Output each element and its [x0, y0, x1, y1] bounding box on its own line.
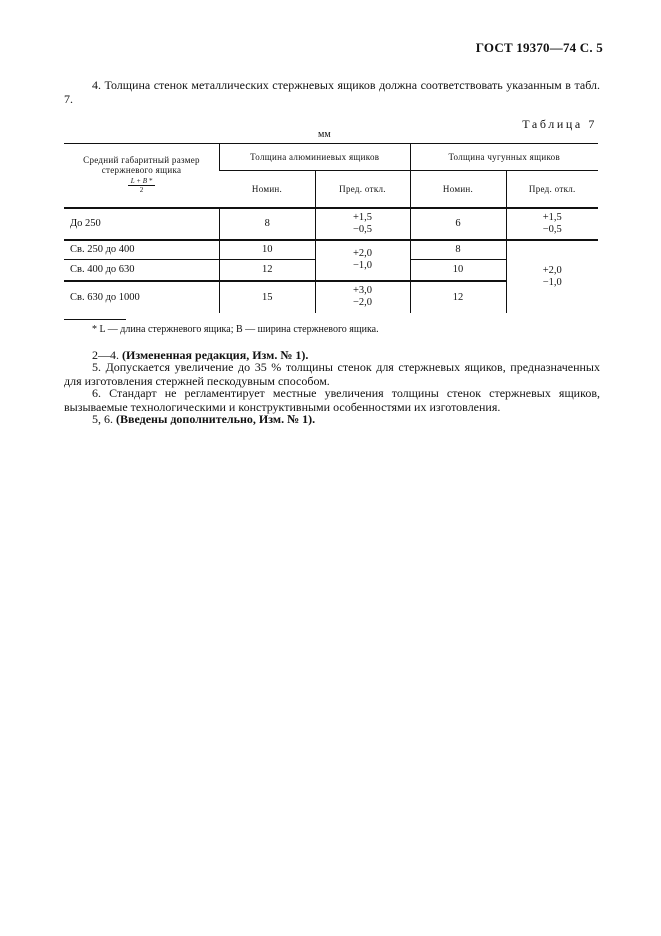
footnote-divider — [64, 319, 126, 320]
cast-nominal-cell: 12 — [410, 281, 506, 313]
al-deviation-merged-cell: +2,0 −1,0 — [315, 240, 410, 281]
amendment-note-5-6: 5, 6. (Введены дополнительно, Изм. № 1). — [92, 412, 316, 426]
cast-nominal-cell: 6 — [410, 208, 506, 240]
cast-nominal-cell: 8 — [410, 240, 506, 260]
clause-6-text: 6. Стандарт не регламентирует местные увеличения толщины стенок стержневых ящиков, вызываемые технологическими и конструктивными особенностями их изготовления. — [64, 386, 600, 414]
clause-5-text: 5. Допускается увеличение до 35 % толщины стенок для стержневых ящиков, предназначенных для изготовления стержней пескодувным способом. — [64, 360, 600, 388]
clause-4-text: 4. Толщина стенок металлических стержневых ящиков должна соответствовать указанным в табл. 7. — [64, 78, 600, 106]
page-header: ГОСТ 19370—74 С. 5 — [475, 40, 603, 55]
al-nominal-cell: 15 — [220, 281, 316, 313]
al-deviation-header: Пред. откл. — [315, 171, 410, 208]
al-nominal-header: Номин. — [220, 171, 316, 208]
al-nominal-cell: 8 — [220, 208, 316, 240]
cast-deviation-header: Пред. откл. — [506, 171, 598, 208]
aluminium-group-header: Толщина алюминиевых ящиков — [220, 144, 411, 171]
table-row — [64, 240, 598, 260]
cast-nominal-cell: 10 — [410, 260, 506, 281]
amendment-note-2-4: 2—4. (Измененная редакция, Изм. № 1). — [92, 348, 309, 362]
size-cell: До 250 — [64, 208, 220, 240]
table-footnote: * L — длина стержневого ящика; B — ширина стержневого ящика. — [92, 324, 379, 335]
size-formula: $\frac{L + B *}{2}$ — [128, 177, 156, 194]
size-cell: Св. 400 до 630 — [64, 260, 220, 281]
table-row — [64, 208, 598, 240]
al-nominal-cell: 10 — [220, 240, 316, 260]
al-deviation-cell: +1,5 −0,5 — [315, 208, 410, 240]
size-cell: Св. 630 до 1000 — [70, 291, 140, 303]
cast-iron-group-header: Толщина чугунных ящиков — [410, 144, 598, 171]
table-units: мм — [318, 129, 331, 140]
table-caption: Таблица 7 — [522, 117, 597, 131]
cast-deviation-merged-cell: +2,0 −1,0 — [506, 240, 598, 313]
wall-thickness-table — [64, 143, 598, 313]
size-header: Средний габаритный размер стержневого ящика $\frac{L + B *}{2}$ — [64, 144, 220, 208]
size-cell: Св. 250 до 400 — [64, 240, 220, 260]
al-nominal-cell: 12 — [220, 260, 316, 281]
al-deviation-cell: +3,0 −2,0 — [315, 281, 410, 313]
cast-deviation-cell: +1,5 −0,5 — [506, 208, 598, 240]
cast-nominal-header: Номин. — [410, 171, 506, 208]
